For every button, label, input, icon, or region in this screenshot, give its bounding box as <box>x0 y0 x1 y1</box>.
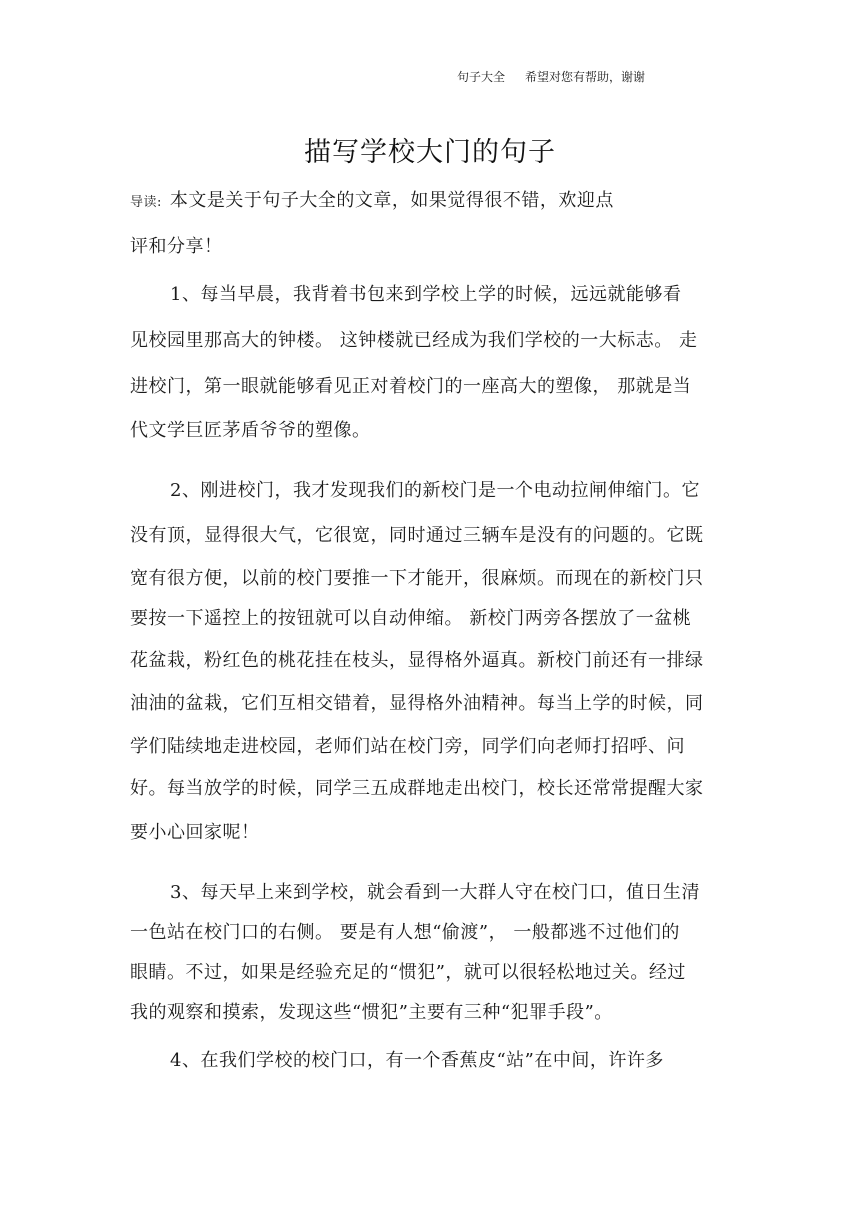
paragraph-1-line-4: 代文学巨匠茅盾爷爷的塑像。 <box>130 420 371 441</box>
paragraph-2-line-1: 2、刚进校门，我才发现我们的新校门是一个电动拉闸伸缩门。它 <box>170 480 700 501</box>
paragraph-1-line-1: 1、每当早晨，我背着书包来到学校上学的时候，远远就能够看 <box>170 284 682 305</box>
document-title: 描写学校大门的句子 <box>304 137 556 168</box>
intro-text-1: 本文是关于句子大全的文章，如果觉得很不错，欢迎点 <box>169 190 614 211</box>
header-left-text: 句子大全 <box>457 70 506 84</box>
paragraph-2-line-9: 要小心回家呢！ <box>130 822 260 843</box>
paragraph-4-line-1: 4、在我们学校的校门口，有一个香蕉皮“站”在中间，许许多 <box>170 1050 664 1071</box>
header-right-text: 希望对您有帮助，谢谢 <box>525 70 646 84</box>
intro-line-1 <box>130 186 614 212</box>
paragraph-2-line-3: 宽有很方便，以前的校门要推一下才能开，很麻烦。而现在的新校门只 <box>130 568 704 589</box>
paragraph-2-line-5: 花盆栽，粉红色的桃花挂在枝头，显得格外逼真。新校门前还有一排绿 <box>130 650 704 671</box>
page-header <box>457 68 645 85</box>
paragraph-2-line-2: 没有顶，显得很大气，它很宽，同时通过三辆车是没有的问题的。它既 <box>130 525 704 546</box>
paragraph-2-line-4: 要按一下遥控上的按钮就可以自动伸缩。 新校门两旁各摆放了一盆桃 <box>130 608 692 629</box>
paragraph-2-line-7: 学们陆续地走进校园，老师们站在校门旁，同学们向老师打招呼、问 <box>130 736 685 757</box>
paragraph-2-line-6: 油油的盆栽，它们互相交错着，显得格外油精神。每当上学的时候，同 <box>130 693 704 714</box>
intro-line-2: 评和分享！ <box>130 236 223 257</box>
paragraph-2-line-8: 好。每当放学的时候，同学三五成群地走出校门，校长还常常提醒大家 <box>130 778 704 799</box>
paragraph-3-line-1: 3、每天早上来到学校，就会看到一大群人守在校门口，值日生清 <box>170 882 700 903</box>
paragraph-3-line-3: 眼睛。不过，如果是经验充足的“惯犯”，就可以很轻松地过关。经过 <box>130 962 686 983</box>
paragraph-1-line-3: 进校门，第一眼就能够看见正对着校门的一座高大的塑像， 那就是当 <box>130 376 692 397</box>
paragraph-3-line-2: 一色站在校门口的右侧。 要是有人想“偷渡”， 一般都逃不过他们的 <box>130 922 680 943</box>
paragraph-3-line-4: 我的观察和摸索，发现这些“惯犯”主要有三种“犯罪手段”。 <box>130 1002 613 1023</box>
intro-label: 导读: <box>130 195 162 210</box>
paragraph-1-line-2: 见校园里那高大的钟楼。 这钟楼就已经成为我们学校的一大标志。 走 <box>130 330 698 351</box>
